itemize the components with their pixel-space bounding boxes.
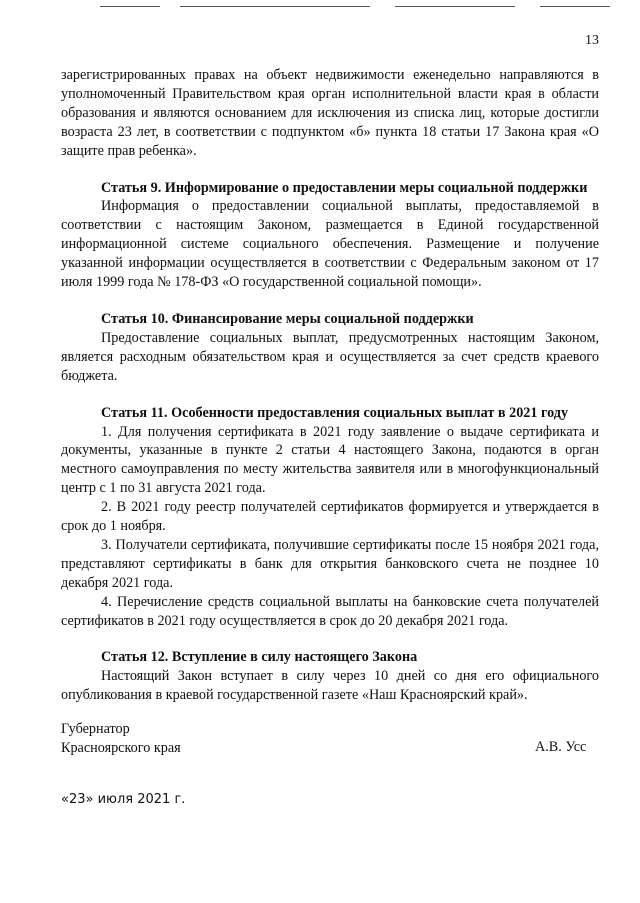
article-title: Статья 9. Информирование о предоставлении меры социальной поддержки [101, 179, 588, 196]
article-title: Статья 11. Особенности предоставления социальных выплат в 2021 году [101, 404, 569, 421]
article-title: Статья 12. Вступление в силу настоящего Закона [101, 649, 418, 666]
article-paragraph: Предоставление социальных выплат, предусмотренных настоящим Законом, является расходным обязательством края и осуществляется за счет средств краевого бюджета. [61, 329, 599, 384]
article-12 [61, 648, 599, 705]
article-paragraph: Информация о предоставлении социальной выплаты, предоставляемой в соответствии с настоящим Законом, размещается в Единой государственной информационной системе социального обеспечения. Размещение и получение указанной информации осуществляется в соответствии с Федеральным законом от 17 июля 1999 года № 178-ФЗ «О государственной социальной помощи». [61, 198, 599, 291]
article-paragraph: 3. Получатели сертификата, получившие сертификаты после 15 ноября 2021 года, представляют сертификаты в банк для открытия банковского счета не позднее 10 декабря 2021 года. [61, 536, 599, 591]
article-9 [61, 179, 599, 292]
document-date: «23» июля 2021 г. [61, 792, 186, 807]
article-paragraph: 2. В 2021 году реестр получателей сертификатов формируется и утверждается в срок до 1 ноября. [61, 499, 599, 535]
article-10 [61, 310, 599, 386]
intro-paragraph: зарегистрированных правах на объект недвижимости еженедельно направляются в уполномоченный Правительством края орган исполнительной власти края в области образования и являются основанием для исключения из списка лиц, которые достигли возраста 23 лет, в соответствии с подпунктом «б» пункта 18 статьи 17 Закона края «О защите прав ребенка». [61, 67, 599, 159]
scan-edge-line [395, 6, 515, 7]
scan-edge-line [100, 6, 160, 7]
article-paragraph: Настоящий Закон вступает в силу через 10 дней со дня его официального опубликования в краевой государственной газете «Наш Красноярский край». [61, 668, 599, 704]
signature-title-line: Красноярского края [61, 740, 181, 756]
signature-block [61, 720, 181, 758]
scan-edge-line [180, 6, 370, 7]
page-number: 13 [585, 33, 599, 48]
article-paragraph: 1. Для получения сертификата в 2021 году заявление о выдаче сертификата и документы, указанные в пункте 2 статьи 4 настоящего Закона, подаются в орган местного самоуправления по месту жительства заявителя или в многофункциональный центр с 1 по 31 августа 2021 года. [61, 423, 599, 497]
article-11 [61, 404, 599, 631]
scan-edge-line [540, 6, 610, 7]
document-body [61, 66, 599, 705]
article-paragraph: 4. Перечисление средств социальной выплаты на банковские счета получателей сертификатов в 2021 году осуществляется в срок до 20 декабря 2021 года. [61, 593, 599, 629]
signature-title-line: Губернатор [61, 721, 130, 737]
article-title: Статья 10. Финансирование меры социальной поддержки [101, 310, 474, 327]
signatory-name: А.В. Усс [535, 739, 587, 755]
